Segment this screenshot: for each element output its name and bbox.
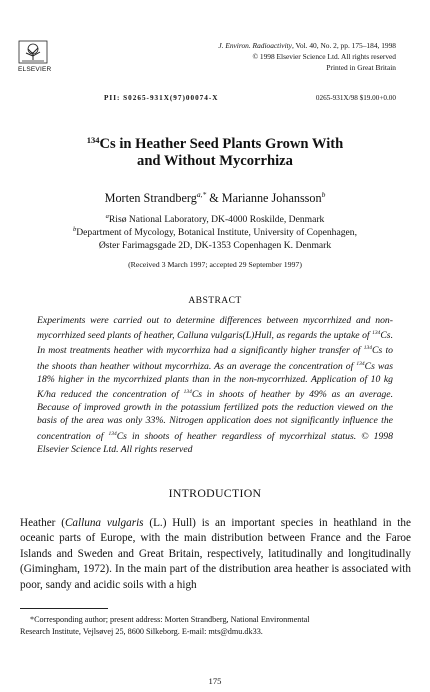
journal-info (218, 41, 396, 73)
abstract-heading: ABSTRACT (188, 295, 242, 306)
printed-line: Printed in Great Britain (326, 62, 396, 72)
abstract-text-2: Cs. In most treatments heather with mycorrhiza had a significantly higher transfer of (37, 330, 393, 357)
page-number: 175 (208, 676, 222, 686)
isotope-sup: 134 (372, 330, 381, 337)
pii-line (104, 94, 396, 102)
copyright-line: © 1998 Elsevier Science Ltd. All rights reserved (252, 51, 396, 61)
isotope-sup: 134 (356, 360, 365, 367)
abstract-text-4: Cs was 18% higher in the mycorrhized plants than in the non-mycorrhized. Application of 10 kg K/ha reduced the concentration of (37, 360, 393, 401)
abstract-text-5: Cs in shoots of heather by 49% as an average. Because of improved growth in the potassium fertilized pots the reduction viewed on the basis of the area was only 33%. Nitrogen application does not significantly influence the concentration of (37, 389, 393, 442)
author-2-mark: b (321, 190, 326, 199)
species-name: Calluna vulgaris (64, 517, 144, 529)
publisher-logo-text: ELSEVIER (18, 66, 52, 73)
footnote (20, 614, 412, 638)
publisher-logo (18, 40, 52, 73)
affiliation-b-line-1: Department of Mycology, Botanical Institute, University of Copenhagen, (76, 227, 357, 238)
isotope-sup: 134 (183, 389, 192, 396)
affiliation-a-text: Risø National Laboratory, DK-4000 Roskilde, Denmark (108, 214, 325, 225)
introduction-body (20, 516, 411, 593)
title-line-2: and Without Mycorrhiza (137, 153, 293, 169)
isotope-sup: 134 (363, 345, 372, 352)
footnote-line-2: Research Institute, Vejlsøvej 25, 8600 Silkeborg. E-mail: mts@dmu.dk33. (20, 626, 263, 636)
intro-text-1: Heather ( (20, 517, 65, 529)
article-title (40, 132, 390, 170)
affiliation-b-mark: b (73, 226, 77, 233)
title-isotope-mass: 134 (86, 135, 100, 145)
issn-price: 0265-931X/98 $19.00+0.00 (315, 94, 396, 102)
pii-code: PII: S0265-931X(97)00074-X (104, 94, 219, 102)
abstract-text-3: Cs to the shoots than heather without mycorrhiza. As an average the concentration of (37, 345, 393, 372)
author-1: Morten Strandberg (104, 191, 197, 205)
introduction-heading: INTRODUCTION (168, 486, 262, 500)
author-list (40, 190, 390, 206)
abstract-body (37, 314, 393, 456)
elsevier-tree-icon (18, 40, 48, 64)
author-2: Marianne Johansson (221, 191, 322, 205)
title-line-1: Cs in Heather Seed Plants Grown With (99, 136, 344, 152)
footnote-line-1: *Corresponding author; present address: Morten Strandberg, National Environmental (30, 615, 310, 624)
received-dates: (Received 3 March 1997; accepted 29 September 1997) (128, 260, 302, 269)
author-separator: & (206, 191, 222, 205)
citation-line (218, 41, 396, 52)
citation: , Vol. 40, No. 2, pp. 175–184, 1998 (291, 41, 396, 50)
author-1-marks: a,* (196, 190, 207, 199)
isotope-sup: 134 (108, 430, 117, 437)
journal-name: J. Environ. Radioactivity (218, 41, 292, 50)
intro-text-2: (L.) Hull) is an important species in heathland in the oceanic parts of Europe, with the main distribution between France and the Faroe Islands and Sweden and Great Britain, respectively, latitudinally and longitudinally (Gimingham, 1972). In the main part of the distribution area heather is associated with poor, sandy and acidic soils with a high (20, 517, 411, 591)
affiliation-b (30, 223, 400, 252)
footnote-rule (20, 608, 108, 609)
abstract-text-1: Experiments were carried out to determine differences between mycorrhized and non-mycorrhized seed plants of heather, Calluna vulgaris(L)Hull, as regards the uptake of (37, 315, 393, 342)
abstract-text-6: Cs in shoots of heather regardless of mycorrhizal status. © 1998 Elsevier Science Ltd. All rights reserved (37, 430, 393, 455)
affiliation-a-mark: a (105, 213, 109, 220)
affiliation-b-line-2: Øster Farimagsgade 2D, DK-1353 Copenhagen K. Denmark (98, 240, 332, 251)
